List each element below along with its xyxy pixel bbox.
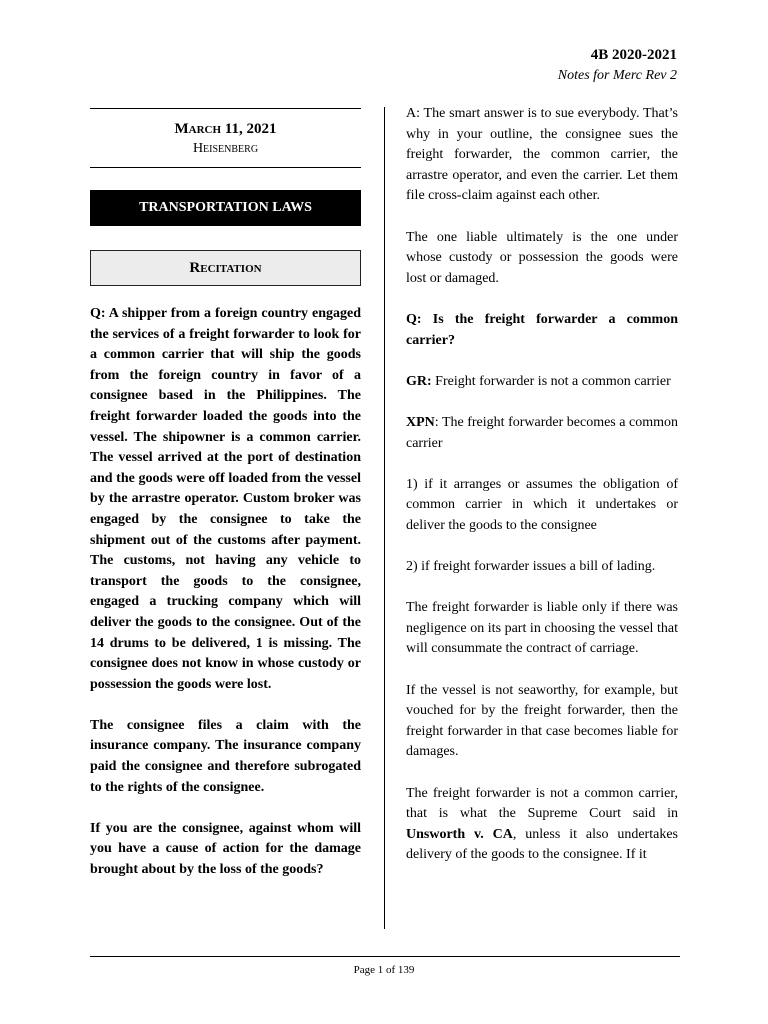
seaworthy-paragraph: If the vessel is not seaworthy, for example, but vouched for by the freight forwarder, then the freight forwarder in that case becomes liable for damages. [406, 682, 678, 760]
topic-title: TRANSPORTATION LAWS [90, 190, 361, 226]
section-title: Recitation [90, 250, 361, 286]
xpn-label: XPN [406, 414, 435, 430]
unsworth-paragraph [406, 784, 678, 866]
exception-item: 2) if freight forwarder issues a bill of lading. [406, 559, 656, 575]
unsworth-post: , unless it also undertakes delivery of the goods to the consignee. If it [406, 826, 678, 863]
gr-label: GR: [406, 373, 432, 389]
footer-rule [90, 956, 680, 957]
unsworth-pre: The freight forwarder is not a common carrier, that is what the Supreme Court said in [406, 785, 678, 822]
negligence-paragraph: The freight forwarder is liable only if there was negligence on its part in choosing the vessel that will consummate the contract of carriage. [406, 600, 678, 657]
question-paragraph: If you are the consignee, against whom will you have a cause of action for the damage brought about by the loss of the goods? [90, 820, 361, 878]
xpn-text: : The freight forwarder becomes a common carrier [406, 414, 678, 451]
gr-text: Freight forwarder is not a common carrier [431, 373, 671, 389]
exception [406, 413, 678, 454]
question-paragraph: Q: A shipper from a foreign country engaged the services of a freight forwarder to look for a common carrier that will ship the goods from the foreign country in favor of a consignee based in the Philippines. The freight forwarder loaded the goods into the vessel. The shipowner is a common carrier. The vessel arrived at the port of destination and the goods were off loaded from the vessel by the arrastre operator. Custom broker was engaged by the consignee to take the shipment out of the customs after payment. The customs, not having any vehicle to transport the goods to the consignee, engaged a trucking company which will deliver the goods to the consignee. Out of the 14 drums to be delivered, 1 is missing. The consignee does not know in whose custody or possession the goods were lost. [90, 306, 361, 692]
left-column [90, 108, 361, 901]
document-code: 4B 2020-2021 [590, 47, 677, 63]
session-author: Heisenberg [192, 141, 259, 156]
question-heading: Q: Is the freight forwarder a common carrier? [406, 311, 678, 348]
bottom-rule [90, 167, 361, 168]
document-subtitle: Notes for Merc Rev 2 [557, 68, 677, 83]
right-column [406, 104, 678, 887]
case-citation: Unsworth v. CA [406, 826, 513, 842]
column-divider [384, 107, 385, 929]
question-paragraph: The consignee files a claim with the insurance company. The insurance company paid the consignee and therefore subrogated to the rights of the consignee. [90, 717, 361, 795]
session-info [90, 109, 361, 167]
session-date: March 11, 2021 [174, 121, 277, 137]
answer-paragraph: A: The smart answer is to sue everybody. That’s why in your outline, the consignee sues the freight forwarder, the common carrier, the arrastre operator, and even the carrier. Let them file cross-claim against each other. [406, 106, 678, 204]
general-rule [406, 372, 678, 393]
page-header [558, 46, 677, 87]
page-number: Page 1 of 139 [353, 964, 415, 976]
question-text [90, 304, 361, 881]
exception-item: 1) if it arranges or assumes the obligation of common carrier in which it undertakes or deliver the goods to the consignee [406, 476, 678, 533]
liability-paragraph: The one liable ultimately is the one under whose custody or possession the goods were lost or damaged. [406, 229, 678, 286]
